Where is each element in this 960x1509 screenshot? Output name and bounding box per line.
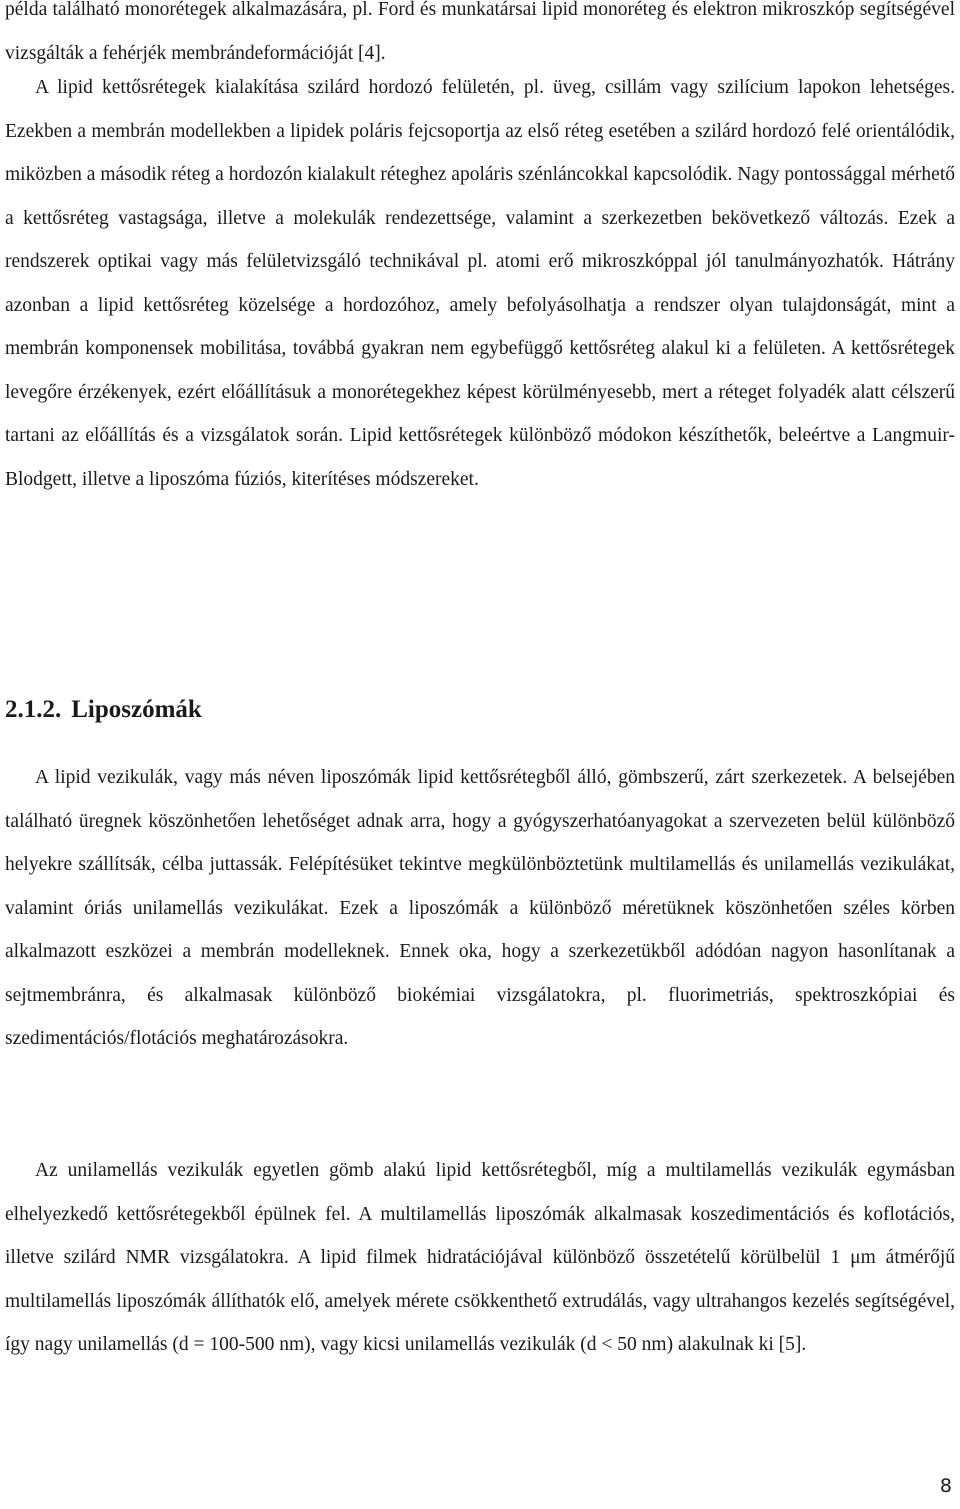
section-title: Liposzómák	[71, 696, 202, 723]
paragraph-lipid-bilayers: A lipid kettősrétegek kialakítása szilárd hordozó felületén, pl. üveg, csillám vagy szilícium lapokon lehetséges. Ezekben a membrán modellekben a lipidek poláris fejcsoportja az első réteg esetében a szilárd hordozó felé orientálódik, miközben a második réteg a hordozón kialakult réteghez apoláris szénláncokkal kapcsolódik. Nagy pontossággal mérhető a kettősréteg vastagsága, illetve a molekulák rendezettsége, valamint a szerkezetben bekövetkező változás. Ezek a rendszerek optikai vagy más felületvizsgáló technikával pl. atomi erő mikroszkóppal jól tanulmányozhatók. Hátrány azonban a lipid kettősréteg közelsége a hordozóhoz, amely befolyásolhatja a rendszer olyan tulajdonságát, mint a membrán komponensek mobilitása, továbbá gyakran nem egybefüggő kettősréteg alakul ki a felületen. A kettősrétegek levegőre érzékenyek, ezért előállításuk a monorétegekhez képest körülményesebb, mert a réteget folyadék alatt célszerű tartani az előállítás és a vizsgálatok során. Lipid kettősrétegek különböző módokon készíthetők, beleértve a Langmuir-Blodgett, illetve a liposzóma fúziós, kiterítéses módszereket.	[5, 77, 955, 490]
paragraph-vesicles: Az unilamellás vezikulák egyetlen gömb alakú lipid kettősrétegből, míg a multilamellás vezikulák egymásban elhelyezkedő kettősrétegekből épülnek fel. A multilamellás liposzómák alkalmasak koszedimentációs és koflotációs, illetve szilárd NMR vizsgálatokra. A lipid filmek hidratációjával különböző összetételű körülbelül 1 μm átmérőjű multilamellás liposzómák állíthatók elő, amelyek mérete csökkenthető extrudálás, vagy ultrahangos kezelés segítségével, így nagy unilamellás (d = 100-500 nm), vagy kicsi unilamellás vezikulák (d < 50 nm) alakulnak ki [5].	[5, 1160, 955, 1355]
section-number: 2.1.2.	[5, 696, 62, 723]
paragraph-continued: példa található monorétegek alkalmazására, pl. Ford és munkatársai lipid monoréteg és elektron mikroszkóp segítségével vizsgálták a fehérjék membrándeformációját [4].	[5, 0, 955, 64]
section-heading	[5, 688, 202, 732]
paragraph-liposomes: A lipid vezikulák, vagy más néven liposzómák lipid kettősrétegből álló, gömbszerű, zárt szerkezetek. A belsejében található üregnek köszönhetően lehetőséget adnak arra, hogy a gyógyszerhatóanyagokat a szervezeten belül különböző helyekre szállítsák, célba juttassák. Felépítésüket tekintve megkülönböztetünk multilamellás és unilamellás vezikulákat, valamint óriás unilamellás vezikulákat. Ezek a liposzómák a különböző méretüknek köszönhetően széles körben alkalmazott eszközei a membrán modelleknek. Ennek oka, hogy a szerkezetükből adódóan nagyon hasonlítanak a sejtmembránra, és alkalmasak különböző biokémiai vizsgálatokra, pl. fluorimetriás, spektroszkópiai és szedimentációs/flotációs meghatározásokra.	[5, 767, 955, 1049]
page-number: 8	[939, 1475, 952, 1497]
